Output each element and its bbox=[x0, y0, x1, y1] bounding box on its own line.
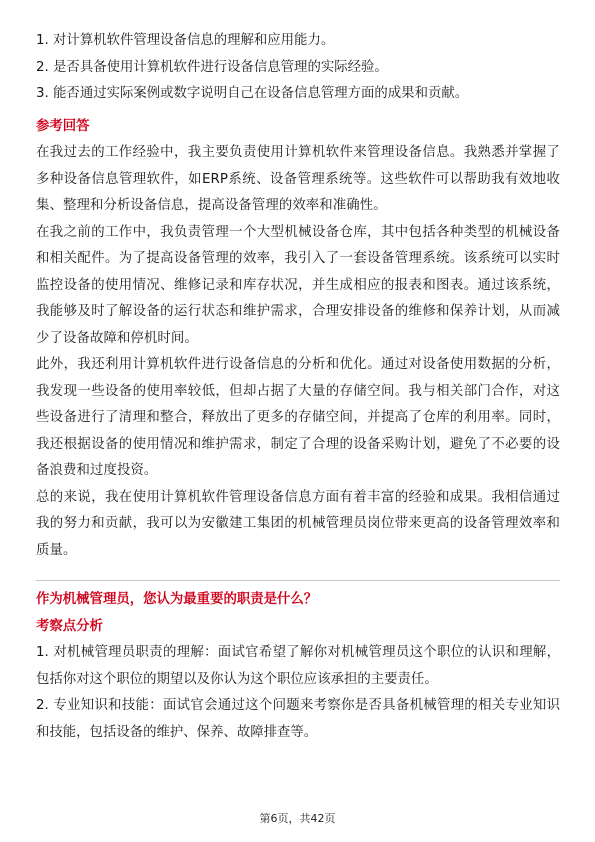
analysis-heading: 考察点分析 bbox=[36, 618, 103, 634]
list-item: 2. 是否具备使用计算机软件进行设备信息管理的实际经验。 bbox=[36, 59, 388, 75]
list-item: 1. 对机械管理员职责的理解：面试官希望了解你对机械管理员这个职位的认识和理解，包括你对这个职位的期望以及你认为这个职位应该承担的主要责任。 bbox=[36, 645, 560, 687]
question-heading: 作为机械管理员，您认为最重要的职责是什么？ bbox=[36, 592, 318, 607]
analysis-list bbox=[36, 640, 560, 746]
list-item: 1. 对计算机软件管理设备信息的理解和应用能力。 bbox=[36, 33, 335, 48]
list-item: 2. 专业知识和技能：面试官会通过这个问题来考察你是否具备机械管理的相关专业知识和技能，包括设备的维护、保养、故障排查等。 bbox=[36, 698, 560, 740]
page-footer: 第6页，共42页 bbox=[259, 812, 336, 825]
answer-paragraph: 在我过去的工作经验中，我主要负责使用计算机软件来管理设备信息。我熟悉并掌握了多种设备信息管理软件，如ERP系统、设备管理系统等。这些软件可以帮助我有效地收集、整理和分析设备信息，提高设备管理的效率和准确性。 bbox=[36, 145, 560, 213]
answer-paragraph: 在我之前的工作中，我负责管理一个大型机械设备仓库，其中包括各种类型的机械设备和相关配件。为了提高设备管理的效率，我引入了一套设备管理系统。该系统可以实时监控设备的使用情况、维修记录和库存状况，并生成相应的报表和图表。通过该系统，我能够及时了解设备的运行状态和维护需求，合理安排设备的维修和保养计划，从而减少了设备故障和停机时间。 bbox=[36, 224, 560, 346]
section-divider bbox=[36, 580, 560, 581]
answer-paragraph: 总的来说，我在使用计算机软件管理设备信息方面有着丰富的经验和成果。我相信通过我的努力和贡献，我可以为安徽建工集团的机械管理员岗位带来更高的设备管理效率和质量。 bbox=[36, 489, 560, 558]
answer-body bbox=[36, 140, 560, 564]
answer-heading: 参考回答 bbox=[36, 118, 90, 134]
list-item: 3. 能否通过实际案例或数字说明自己在设备信息管理方面的成果和贡献。 bbox=[36, 86, 469, 101]
intro-list bbox=[36, 28, 560, 108]
answer-paragraph: 此外，我还利用计算机软件进行设备信息的分析和优化。通过对设备使用数据的分析，我发现一些设备的使用率较低，但却占据了大量的存储空间。我与相关部门合作，对这些设备进行了清理和整合，释放出了更多的存储空间，并提高了仓库的利用率。同时，我还根据设备的使用情况和维护需求，制定了合理的设备采购计划，避免了不必要的设备浪费和过度投资。 bbox=[36, 357, 560, 478]
page-content bbox=[36, 28, 560, 746]
